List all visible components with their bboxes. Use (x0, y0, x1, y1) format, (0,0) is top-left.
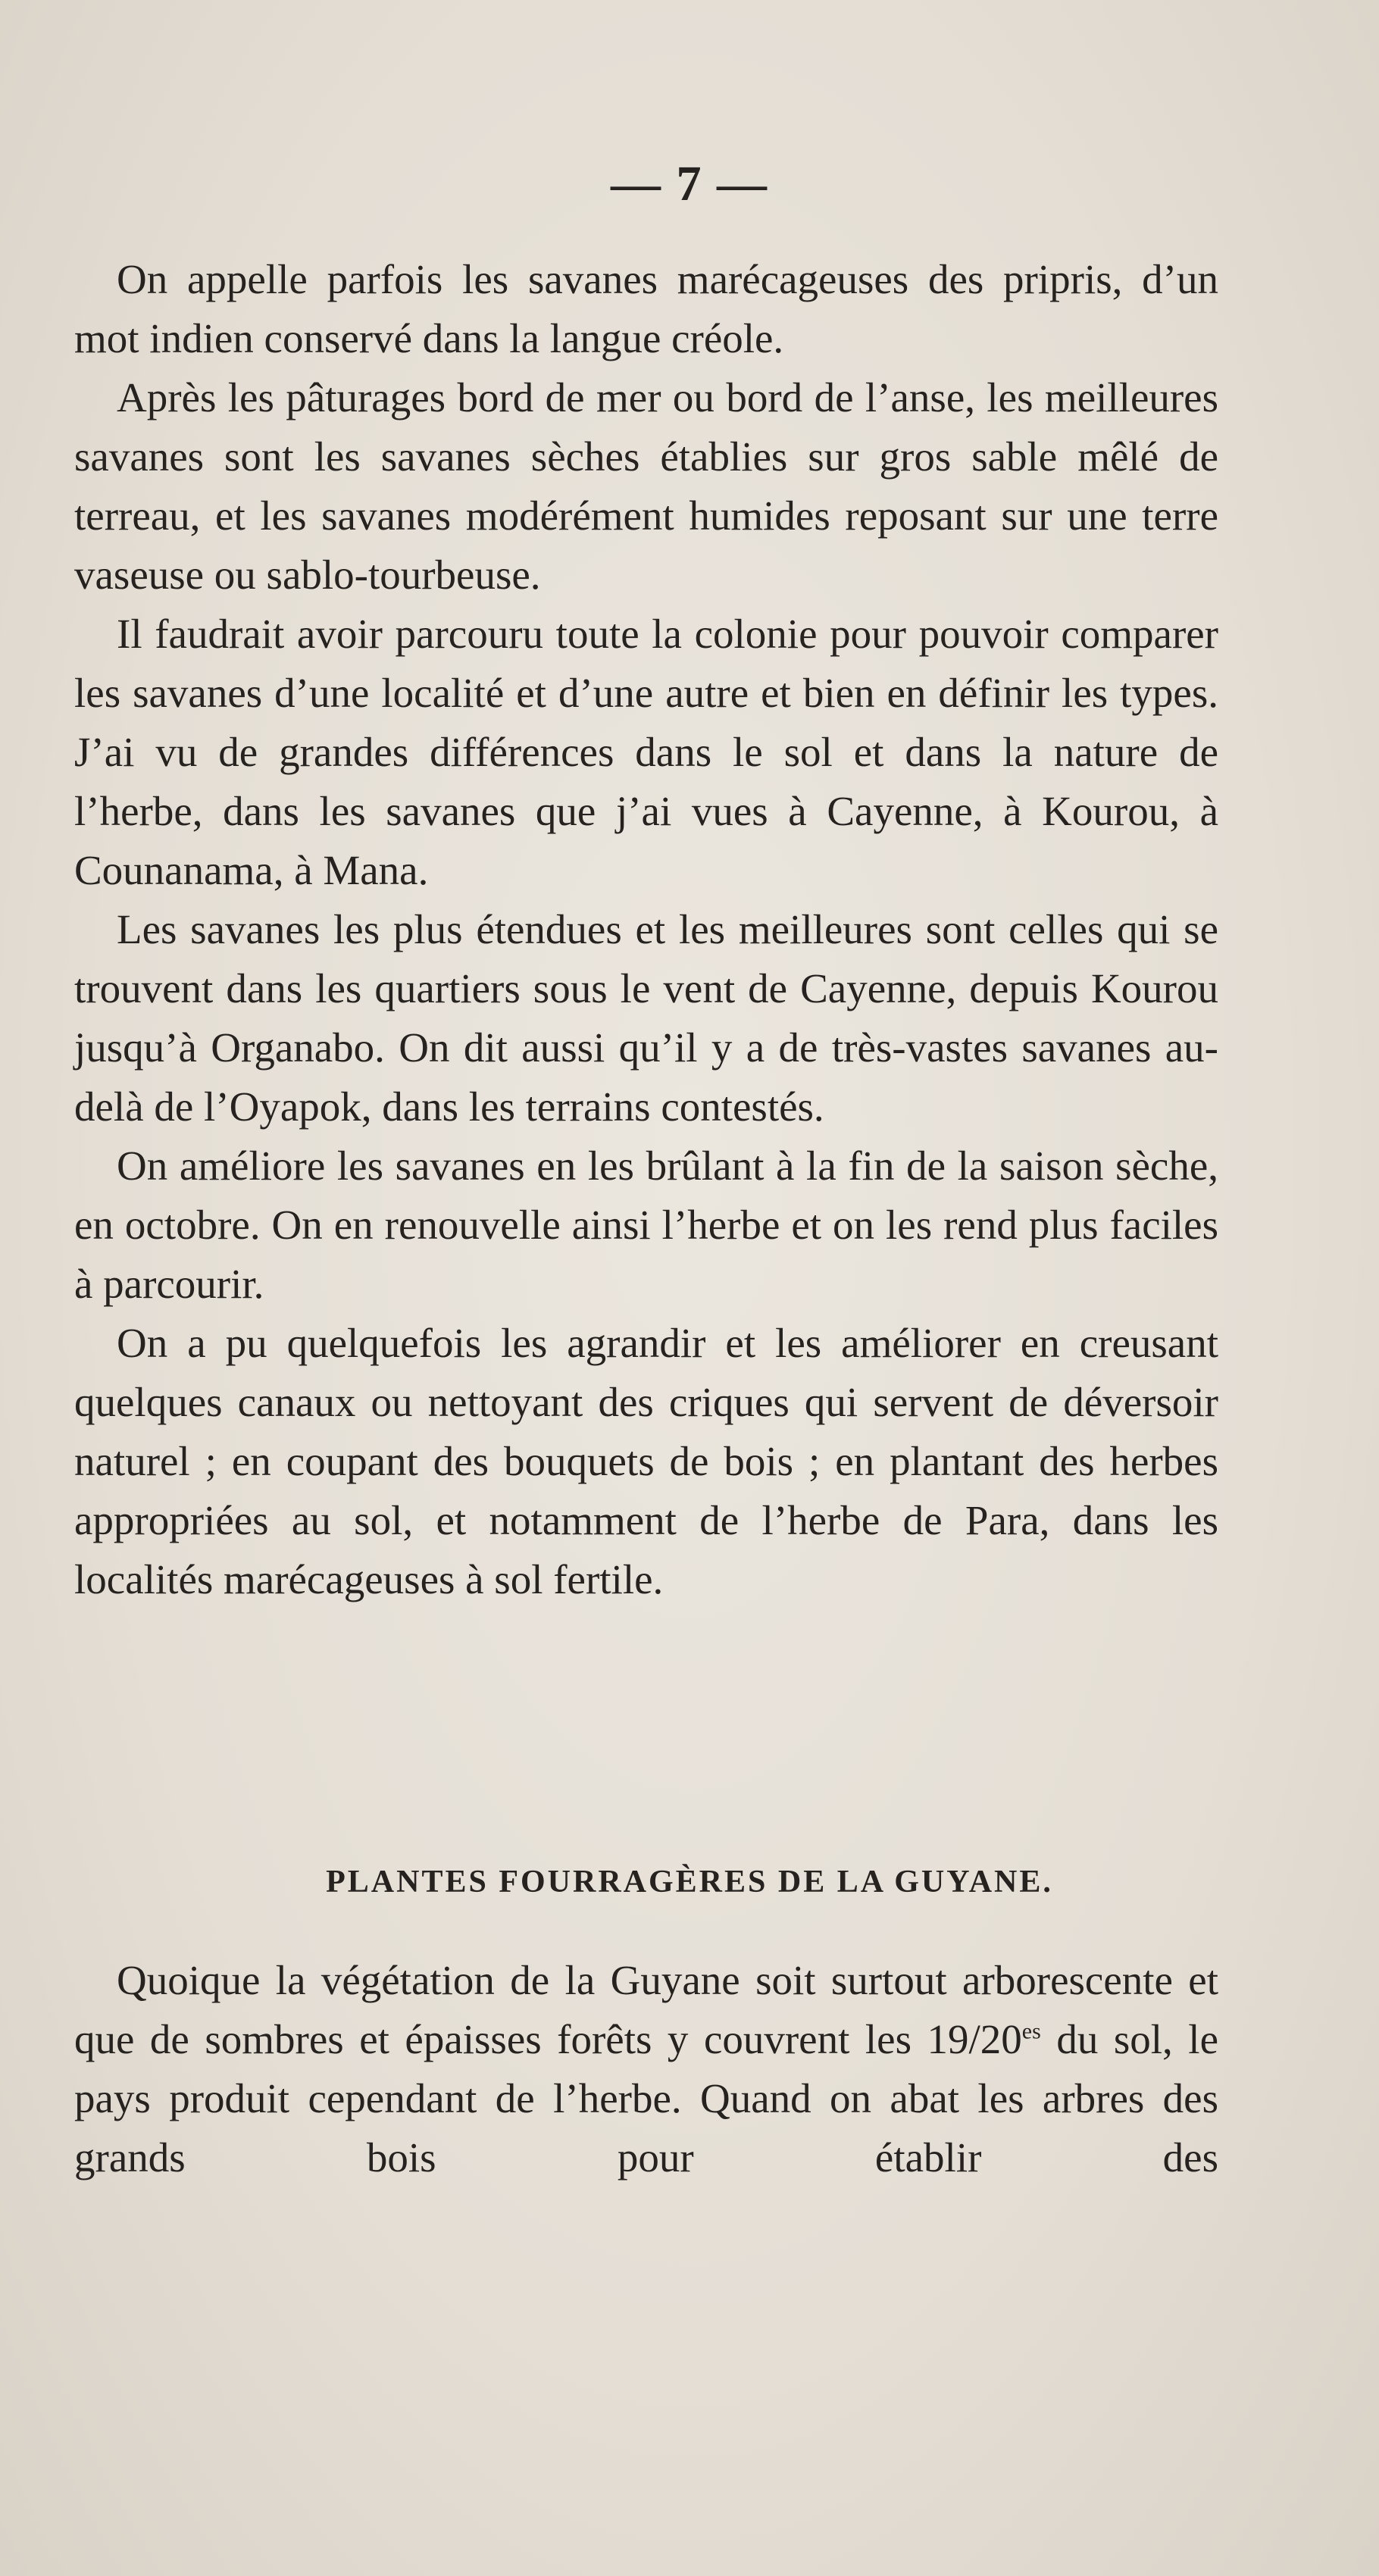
paragraph-3: Il faudrait avoir parcouru toute la colonie pour pouvoir comparer les savanes d’une localité et d’une autre et bien en définir les types. J’ai vu de grandes différences dans le sol et dans la nature de l’herbe, dans les savanes que j’ai vues à Cayenne, à Kourou, à Counanama, à Mana. (74, 611, 1218, 893)
paragraph-7-start: Quoique la végétation de la Guyane soit surtout arborescente et que de sombres et épaisses forêts y couvrent les (74, 1957, 1218, 2062)
section-heading: PLANTES FOURRAGÈRES DE LA GUYANE. (326, 1865, 1053, 1899)
fraction-superscript: es (1021, 2018, 1041, 2044)
body-text-bottom (74, 1951, 1218, 2187)
fraction-value: 19/20 (927, 2016, 1022, 2062)
paragraph-7 (74, 1951, 1218, 2187)
paragraph-5: On améliore les savanes en les brûlant à la fin de la saison sèche, en octobre. On en renouvelle ainsi l’herbe et on les rend plus faciles à parcourir. (74, 1143, 1218, 1307)
fraction (927, 2016, 1041, 2062)
page-number: — 7 — (611, 156, 768, 211)
paragraph-7-end: du sol, le pays produit cependant de l’herbe. Quand on abat les arbres des grands bois pour établir des (74, 2016, 1218, 2181)
paragraph-4: Les savanes les plus étendues et les meilleures sont celles qui se trouvent dans les quartiers sous le vent de Cayenne, depuis Kourou jusqu’à Organabo. On dit aussi qu’il y a de très-vastes savanes au-delà de l’Oyapok, dans les terrains contestés. (74, 906, 1218, 1130)
paragraph-6: On a pu quelquefois les agrandir et les améliorer en creusant quelques canaux ou nettoyant des criques qui servent de déversoir naturel ; en coupant des bouquets de bois ; en plantant des herbes appropriées au sol, et notamment de l’herbe de Para, dans les localités marécageuses à sol fertile. (74, 1320, 1218, 1602)
body-text-top (74, 250, 1218, 1609)
paragraph-1: On appelle parfois les savanes marécageuses des pripris, d’un mot indien conservé dans la langue créole. (74, 256, 1218, 361)
paragraph-2: Après les pâturages bord de mer ou bord de l’anse, les meilleures savanes sont les savanes sèches établies sur gros sable mêlé de terreau, et les savanes modérément humides reposant sur une terre vaseuse ou sablo-tourbeuse. (74, 374, 1218, 598)
